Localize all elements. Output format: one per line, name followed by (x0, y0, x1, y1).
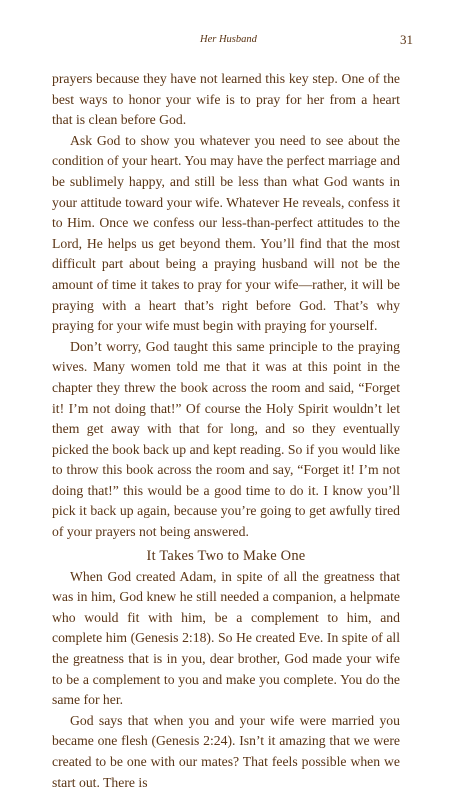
body-text (52, 69, 400, 793)
paragraph-continued: prayers because they have not learned this key step. One of the best ways to honor your wife is to pray for her from a heart that is clean before God. (52, 71, 400, 128)
running-head (0, 34, 467, 50)
paragraph: When God created Adam, in spite of all the greatness that was in him, God knew he still needed a companion, a helpmate who would fit with him, be a complement to him, and complete him (Genesis 2:18). So He created Eve. In spite of all the greatness that is in you, dear brother, God made your wife to be a complement to you and make you complete. You do the same for her. (52, 568, 400, 708)
section-heading: It Takes Two to Make One (146, 547, 306, 564)
page-number: 31 (400, 32, 413, 47)
paragraph: Ask God to show you whatever you need to see about the condition of your heart. You may have the perfect marriage and be sublimely happy, and still be less than what God wants in your attitude toward your wife. Whatever He reveals, confess it to Him. Once we confess our less-than-perfect attitudes to the Lord, He helps us get beyond them. You’ll find that the most difficult part about being a praying husband will not be the amount of time it takes to pray for your wife—rather, it will be praying with a heart that’s right before God. That’s why praying for your wife must begin with praying for yourself. (52, 132, 400, 334)
paragraph: Don’t worry, God taught this same principle to the praying wives. Many women told me that it was at this point in the chapter they threw the book across the room and said, “Forget it! I’m not doing that!” Of course the Holy Spirit wouldn’t let them get away with that for long, and so they eventually picked the book back up and kept reading. So if you would like to throw this book across the room and say, “Forget it! I’m not doing that!” this would be a good time to do it. I know you’ll pick it back up again, because you’re going to get awfully tired of your prayers not being answered. (52, 338, 400, 540)
running-title: Her Husband (200, 34, 257, 45)
paragraph: God says that when you and your wife were married you became one flesh (Genesis 2:24). Isn’t it amazing that we were created to be one with our mates? That feels possible when we start out. There is (52, 712, 400, 790)
